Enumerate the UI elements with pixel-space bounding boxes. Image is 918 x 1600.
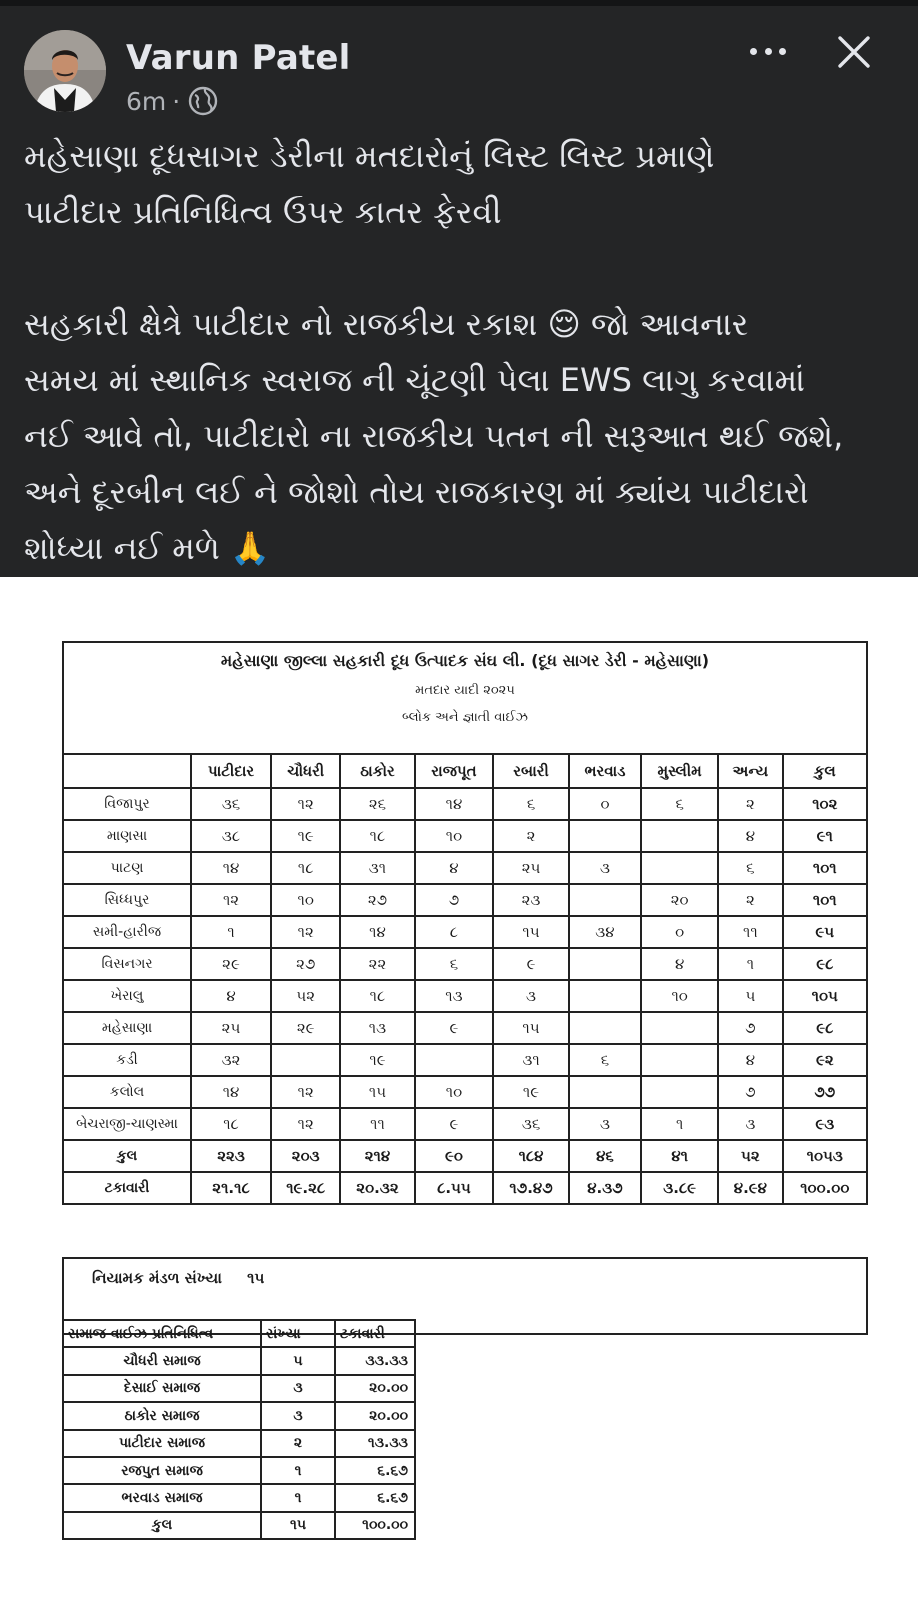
table-row bbox=[63, 884, 867, 916]
table-cell: ૯ bbox=[493, 948, 569, 980]
table-row bbox=[63, 1484, 415, 1511]
table-cell: ૯ bbox=[415, 1108, 494, 1140]
table-cell: ૨ bbox=[493, 820, 569, 852]
row-label: કલોલ bbox=[63, 1076, 191, 1108]
column-header: ભરવાડ bbox=[569, 754, 641, 788]
column-header: અન્ય bbox=[718, 754, 782, 788]
table-cell: ૧૧ bbox=[340, 1108, 414, 1140]
table-cell: ૮.૫૫ bbox=[415, 1172, 494, 1204]
member-count: ૧ bbox=[261, 1484, 335, 1511]
table-cell: ૨૯ bbox=[191, 948, 271, 980]
table-cell: ૨૯ bbox=[271, 1012, 340, 1044]
table-cell: ૧૫ bbox=[340, 1076, 414, 1108]
row-label: ટકાવારી bbox=[63, 1172, 191, 1204]
table-cell: ૧૪ bbox=[191, 852, 271, 884]
table-cell: ૪.૩૭ bbox=[569, 1172, 641, 1204]
table-row bbox=[63, 1172, 867, 1204]
table-cell: ૧૨ bbox=[271, 1108, 340, 1140]
member-count: ૩ bbox=[261, 1375, 335, 1402]
table-cell: ૫૨ bbox=[718, 1140, 782, 1172]
percentage: ૬.૬૭ bbox=[335, 1484, 415, 1511]
table-cell: ૯૮ bbox=[783, 1012, 867, 1044]
table-cell bbox=[641, 852, 718, 884]
table-cell: ૧૨ bbox=[271, 788, 340, 820]
table-cell: ૬ bbox=[493, 788, 569, 820]
table-cell: ૧૯ bbox=[340, 1044, 414, 1076]
table-cell: ૩૬ bbox=[191, 788, 271, 820]
table-row bbox=[63, 1076, 867, 1108]
table-cell: ૬ bbox=[641, 788, 718, 820]
table-cell: ૯૦ bbox=[415, 1140, 494, 1172]
table-cell: ૧૦૨ bbox=[783, 788, 867, 820]
table-cell: ૨૫ bbox=[191, 1012, 271, 1044]
column-header: સંખ્યા bbox=[261, 1320, 335, 1347]
table-cell: ૩ bbox=[718, 1108, 782, 1140]
member-count: ૩ bbox=[261, 1402, 335, 1429]
column-header: રાજપૂત bbox=[415, 754, 494, 788]
table-cell: ૫૨ bbox=[271, 980, 340, 1012]
row-label: મહેસાણા bbox=[63, 1012, 191, 1044]
table-cell bbox=[415, 1044, 494, 1076]
table-cell: ૨૦ bbox=[641, 884, 718, 916]
table-row bbox=[63, 788, 867, 820]
table-cell: ૧૦૫ bbox=[783, 980, 867, 1012]
table-cell bbox=[569, 1012, 641, 1044]
table-cell: ૧૦૫૩ bbox=[783, 1140, 867, 1172]
table-cell: ૨૦૩ bbox=[271, 1140, 340, 1172]
table-cell: ૧૦ bbox=[415, 1076, 494, 1108]
table-cell: ૪૧ bbox=[641, 1140, 718, 1172]
board-count-value: ૧૫ bbox=[247, 1269, 265, 1287]
table-cell: ૧૪ bbox=[340, 916, 414, 948]
table-cell: ૩૬ bbox=[493, 1108, 569, 1140]
community-name: ઠાકોર સમાજ bbox=[63, 1402, 261, 1429]
table-row bbox=[63, 980, 867, 1012]
table-cell: ૧૧ bbox=[718, 916, 782, 948]
table-cell: ૨ bbox=[718, 884, 782, 916]
more-options-button[interactable] bbox=[744, 36, 792, 66]
more-dot bbox=[779, 48, 786, 55]
table-cell: ૪૬ bbox=[569, 1140, 641, 1172]
table-cell bbox=[641, 820, 718, 852]
table-cell bbox=[271, 1044, 340, 1076]
row-label: પાટણ bbox=[63, 852, 191, 884]
table-cell: ૮ bbox=[415, 916, 494, 948]
table-cell: ૨૧૪ bbox=[340, 1140, 414, 1172]
table-cell: ૪ bbox=[191, 980, 271, 1012]
table-cell: ૨૦.૩૨ bbox=[340, 1172, 414, 1204]
table-cell: ૨૭ bbox=[271, 948, 340, 980]
post-header bbox=[0, 6, 918, 118]
table-row bbox=[63, 1347, 415, 1374]
row-label: સિધ્ધપુર bbox=[63, 884, 191, 916]
table-cell: ૧૮ bbox=[271, 852, 340, 884]
post-text: મહેસાણા દૂધસાગર ડેરીના મતદારોનું લિસ્ટ લિસ્ટ પ્રમાણે પાટીદાર પ્રતિનિધિત્વ ઉપર કાતર ફેરવી સહકારી ક્ષેત્રે પાટીદાર નો રાજકીય રકાશ 😌 જો આવનાર સમય માં સ્થાનિક સ્વરાજ ની ચૂંટણી પેલા EWS લાગુ કરવામાં નઈ આવે તો, પાટીદારો ના રાજકીય પતન ની સરૂઆત થઈ જશે, અને દૂરબીન લઈ ને જોશો તોય રાજકારણ માં ક્યાંય પાટીદારો શોધ્યા નઈ મળે 🙏 bbox=[24, 137, 844, 567]
table-cell: ૧૮૪ bbox=[493, 1140, 569, 1172]
table-cell: ૧૯ bbox=[493, 1076, 569, 1108]
table-cell: ૭ bbox=[718, 1012, 782, 1044]
post-meta bbox=[126, 86, 218, 116]
percentage: ૧૦૦.૦૦ bbox=[335, 1512, 415, 1539]
table-cell: ૩૪ bbox=[569, 916, 641, 948]
column-header: ટકાવારી bbox=[335, 1320, 415, 1347]
table-cell: ૧૨ bbox=[271, 916, 340, 948]
percentage: ૩૩.૩૩ bbox=[335, 1347, 415, 1374]
row-label: કડી bbox=[63, 1044, 191, 1076]
table-cell: ૧ bbox=[718, 948, 782, 980]
column-header: ઠાકોર bbox=[340, 754, 414, 788]
table-cell: ૨૩ bbox=[493, 884, 569, 916]
table-cell: ૪ bbox=[641, 948, 718, 980]
column-header: ચૌધરી bbox=[271, 754, 340, 788]
table-cell: ૨૭ bbox=[340, 884, 414, 916]
table-cell: ૨૫ bbox=[493, 852, 569, 884]
table-cell: ૩૧ bbox=[493, 1044, 569, 1076]
table-row bbox=[63, 916, 867, 948]
table-cell: ૦ bbox=[569, 788, 641, 820]
table-title-cell bbox=[63, 642, 867, 754]
table-cell: ૧૦ bbox=[641, 980, 718, 1012]
table-cell: ૧ bbox=[191, 916, 271, 948]
more-dot bbox=[750, 48, 757, 55]
row-label: બેચરાજી-ચાણસ્મા bbox=[63, 1108, 191, 1140]
table-row bbox=[63, 1402, 415, 1429]
table-cell: ૧૦૧ bbox=[783, 852, 867, 884]
column-header: મુસ્લીમ bbox=[641, 754, 718, 788]
table-cell: ૩ bbox=[493, 980, 569, 1012]
community-name: દેસાઈ સમાજ bbox=[63, 1375, 261, 1402]
table-cell: ૨૬ bbox=[340, 788, 414, 820]
table-row bbox=[63, 1140, 867, 1172]
table-row bbox=[63, 820, 867, 852]
table-cell: ૧૮ bbox=[191, 1108, 271, 1140]
table-subtitle: બ્લોક અને જ્ઞાતી વાઈઝ bbox=[402, 710, 528, 725]
table-cell: ૬ bbox=[569, 1044, 641, 1076]
table-cell: ૩૮ bbox=[191, 820, 271, 852]
table-cell bbox=[569, 820, 641, 852]
table-cell: ૩ bbox=[569, 852, 641, 884]
table-cell: ૧૭.૪૭ bbox=[493, 1172, 569, 1204]
table-cell: ૨૧.૧૮ bbox=[191, 1172, 271, 1204]
community-name: પાટીદાર સમાજ bbox=[63, 1430, 261, 1457]
table-row bbox=[63, 1375, 415, 1402]
table-cell: ૫ bbox=[718, 980, 782, 1012]
table-cell: ૭ bbox=[718, 1076, 782, 1108]
avatar[interactable] bbox=[24, 30, 106, 112]
table-cell: ૭ bbox=[415, 884, 494, 916]
table-cell: ૯૧ bbox=[783, 820, 867, 852]
table-row bbox=[63, 1108, 867, 1140]
meta-separator: · bbox=[172, 86, 181, 116]
table-row bbox=[63, 1457, 415, 1484]
row-label: સમી-હારીજ bbox=[63, 916, 191, 948]
table-cell bbox=[641, 1044, 718, 1076]
row-label: માણસા bbox=[63, 820, 191, 852]
table-cell bbox=[569, 980, 641, 1012]
table-cell: ૪ bbox=[718, 1044, 782, 1076]
more-dot bbox=[765, 48, 772, 55]
post-image[interactable] bbox=[0, 577, 918, 1600]
percentage: ૨૦.૦૦ bbox=[335, 1402, 415, 1429]
row-label: ખેરાલુ bbox=[63, 980, 191, 1012]
table-cell: ૯૮ bbox=[783, 948, 867, 980]
table-row bbox=[63, 852, 867, 884]
table-cell: ૧૯ bbox=[271, 820, 340, 852]
voter-list-table bbox=[62, 641, 868, 1205]
percentage: ૨૦.૦૦ bbox=[335, 1375, 415, 1402]
row-label: કુલ bbox=[63, 1140, 191, 1172]
row-label: વિસનગર bbox=[63, 948, 191, 980]
member-count: ૫ bbox=[261, 1347, 335, 1374]
close-icon[interactable] bbox=[836, 34, 872, 70]
table-cell: ૧૦૧ bbox=[783, 884, 867, 916]
member-count: ૧૫ bbox=[261, 1512, 335, 1539]
table-row bbox=[63, 948, 867, 980]
table-row bbox=[63, 1430, 415, 1457]
row-label: વિજાપુર bbox=[63, 788, 191, 820]
table-cell: ૧ bbox=[641, 1108, 718, 1140]
table-cell: ૦ bbox=[641, 916, 718, 948]
table-cell: ૨૨ bbox=[340, 948, 414, 980]
table-cell: ૩.૮૯ bbox=[641, 1172, 718, 1204]
member-count: ૧ bbox=[261, 1457, 335, 1484]
table-cell: ૩૧ bbox=[340, 852, 414, 884]
community-name: ભરવાડ સમાજ bbox=[63, 1484, 261, 1511]
post-time[interactable]: 6m bbox=[126, 86, 167, 116]
table-cell: ૧૩ bbox=[415, 980, 494, 1012]
table-title: મહેસાણા જીલ્લા સહકારી દૂધ ઉત્પાદક સંઘ લી. (દૂધ સાગર ડેરી - મહેસાણા) bbox=[220, 651, 710, 670]
table-cell: ૪.૯૪ bbox=[718, 1172, 782, 1204]
table-cell: ૧૪ bbox=[415, 788, 494, 820]
percentage: ૧૩.૩૩ bbox=[335, 1430, 415, 1457]
avatar-photo-icon bbox=[24, 30, 106, 112]
column-header: સમાજ વાઈઝ પ્રતિનિધિત્વ bbox=[63, 1320, 261, 1347]
table-cell: ૧૦ bbox=[415, 820, 494, 852]
table-cell: ૨ bbox=[718, 788, 782, 820]
table-cell bbox=[641, 1076, 718, 1108]
table-subtitle: મતદાર યાદી ૨૦૨૫ bbox=[415, 683, 515, 698]
table-cell: ૧૦ bbox=[271, 884, 340, 916]
table-cell: ૧૫ bbox=[493, 1012, 569, 1044]
column-header-block bbox=[63, 754, 191, 788]
author-name[interactable]: Varun Patel bbox=[126, 38, 351, 78]
table-row bbox=[63, 1044, 867, 1076]
member-count: ૨ bbox=[261, 1430, 335, 1457]
table-header-row bbox=[63, 754, 867, 788]
table-cell bbox=[569, 884, 641, 916]
table-cell: ૧૪ bbox=[191, 1076, 271, 1108]
table-header-row bbox=[63, 1320, 415, 1347]
table-cell: ૧૦૦.૦૦ bbox=[783, 1172, 867, 1204]
table-cell bbox=[569, 1076, 641, 1108]
table-cell: ૧૮ bbox=[340, 980, 414, 1012]
table-cell: ૬ bbox=[718, 852, 782, 884]
column-header: રબારી bbox=[493, 754, 569, 788]
representation-table bbox=[62, 1319, 416, 1540]
table-row bbox=[63, 1012, 867, 1044]
community-name: કુલ bbox=[63, 1512, 261, 1539]
table-cell: ૯૩ bbox=[783, 1108, 867, 1140]
table-cell: ૯૨ bbox=[783, 1044, 867, 1076]
table-cell: ૪ bbox=[718, 820, 782, 852]
table-cell: ૯૫ bbox=[783, 916, 867, 948]
table-cell bbox=[641, 1012, 718, 1044]
board-count-label: નિયામક મંડળ સંખ્યા bbox=[92, 1269, 222, 1287]
table-cell: ૭૭ bbox=[783, 1076, 867, 1108]
table-row bbox=[63, 1512, 415, 1539]
table-cell: ૨૨૩ bbox=[191, 1140, 271, 1172]
column-header: પાટીદાર bbox=[191, 754, 271, 788]
table-cell: ૪ bbox=[415, 852, 494, 884]
globe-icon bbox=[188, 86, 218, 116]
table-cell: ૧૮ bbox=[340, 820, 414, 852]
community-name: રજપુત સમાજ bbox=[63, 1457, 261, 1484]
column-header: કુલ bbox=[783, 754, 867, 788]
table-cell: ૬ bbox=[415, 948, 494, 980]
table-cell: ૩ bbox=[569, 1108, 641, 1140]
table-cell: ૧૨ bbox=[191, 884, 271, 916]
table-cell: ૯ bbox=[415, 1012, 494, 1044]
table-cell: ૧૯.૨૮ bbox=[271, 1172, 340, 1204]
community-name: ચૌધરી સમાજ bbox=[63, 1347, 261, 1374]
table-cell bbox=[569, 948, 641, 980]
table-cell: ૧૨ bbox=[271, 1076, 340, 1108]
table-cell: ૩૨ bbox=[191, 1044, 271, 1076]
percentage: ૬.૬૭ bbox=[335, 1457, 415, 1484]
table-cell: ૧૩ bbox=[340, 1012, 414, 1044]
table-cell: ૧૫ bbox=[493, 916, 569, 948]
